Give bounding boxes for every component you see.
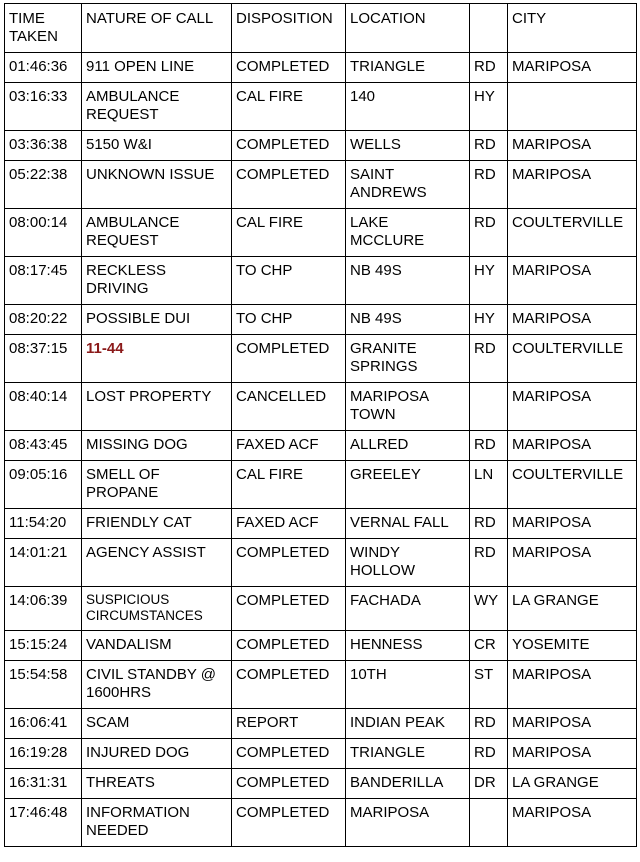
city-cell: MARIPOSA bbox=[508, 305, 637, 335]
disposition-cell: COMPLETED bbox=[232, 53, 346, 83]
disposition-cell: REPORT bbox=[232, 709, 346, 739]
city-cell: YOSEMITE bbox=[508, 631, 637, 661]
nature-cell: CIVIL STANDBY @ 1600HRS bbox=[82, 661, 232, 709]
table-row bbox=[5, 335, 637, 383]
city-cell: MARIPOSA bbox=[508, 257, 637, 305]
city-cell: LA GRANGE bbox=[508, 769, 637, 799]
time-cell: 08:20:22 bbox=[5, 305, 82, 335]
time-cell: 15:54:58 bbox=[5, 661, 82, 709]
table-row bbox=[5, 383, 637, 431]
nature-cell: RECKLESS DRIVING bbox=[82, 257, 232, 305]
disposition-cell: TO CHP bbox=[232, 305, 346, 335]
street-type-cell: RD bbox=[470, 709, 508, 739]
header-disposition: DISPOSITION bbox=[232, 4, 346, 53]
city-cell: MARIPOSA bbox=[508, 661, 637, 709]
location-cell: NB 49S bbox=[346, 305, 470, 335]
disposition-cell: CANCELLED bbox=[232, 383, 346, 431]
table-row bbox=[5, 305, 637, 335]
time-cell: 01:46:36 bbox=[5, 53, 82, 83]
time-cell: 14:06:39 bbox=[5, 587, 82, 631]
table-row bbox=[5, 539, 637, 587]
table-row bbox=[5, 631, 637, 661]
nature-cell: VANDALISM bbox=[82, 631, 232, 661]
time-cell: 09:05:16 bbox=[5, 461, 82, 509]
disposition-cell: COMPLETED bbox=[232, 799, 346, 847]
street-type-cell bbox=[470, 799, 508, 847]
nature-cell: 11-44 bbox=[82, 335, 232, 383]
table-row bbox=[5, 587, 637, 631]
street-type-cell: HY bbox=[470, 83, 508, 131]
time-cell: 08:17:45 bbox=[5, 257, 82, 305]
disposition-cell: COMPLETED bbox=[232, 335, 346, 383]
street-type-cell bbox=[470, 383, 508, 431]
city-cell: LA GRANGE bbox=[508, 587, 637, 631]
city-cell: MARIPOSA bbox=[508, 509, 637, 539]
disposition-cell: TO CHP bbox=[232, 257, 346, 305]
disposition-cell: FAXED ACF bbox=[232, 509, 346, 539]
location-cell: ALLRED bbox=[346, 431, 470, 461]
table-row bbox=[5, 209, 637, 257]
table-row bbox=[5, 161, 637, 209]
table-row bbox=[5, 709, 637, 739]
disposition-cell: CAL FIRE bbox=[232, 461, 346, 509]
disposition-cell: COMPLETED bbox=[232, 631, 346, 661]
city-cell: MARIPOSA bbox=[508, 131, 637, 161]
nature-cell: SUSPICIOUS CIRCUMSTANCES bbox=[82, 587, 232, 631]
street-type-cell: ST bbox=[470, 661, 508, 709]
time-cell: 05:22:38 bbox=[5, 161, 82, 209]
table-row bbox=[5, 769, 637, 799]
city-cell bbox=[508, 83, 637, 131]
nature-cell: INJURED DOG bbox=[82, 739, 232, 769]
city-cell: MARIPOSA bbox=[508, 53, 637, 83]
table-row bbox=[5, 509, 637, 539]
disposition-cell: COMPLETED bbox=[232, 661, 346, 709]
table-row bbox=[5, 431, 637, 461]
location-cell: WINDY HOLLOW bbox=[346, 539, 470, 587]
location-cell: LAKE MCCLURE bbox=[346, 209, 470, 257]
disposition-cell: COMPLETED bbox=[232, 769, 346, 799]
street-type-cell: RD bbox=[470, 335, 508, 383]
city-cell: MARIPOSA bbox=[508, 539, 637, 587]
street-type-cell: RD bbox=[470, 509, 508, 539]
street-type-cell: HY bbox=[470, 257, 508, 305]
nature-cell: AMBULANCE REQUEST bbox=[82, 83, 232, 131]
disposition-cell: FAXED ACF bbox=[232, 431, 346, 461]
street-type-cell: WY bbox=[470, 587, 508, 631]
street-type-cell: RD bbox=[470, 53, 508, 83]
header-street-type bbox=[470, 4, 508, 53]
table-row bbox=[5, 799, 637, 847]
table-row bbox=[5, 83, 637, 131]
time-cell: 03:36:38 bbox=[5, 131, 82, 161]
city-cell: MARIPOSA bbox=[508, 739, 637, 769]
disposition-cell: CAL FIRE bbox=[232, 209, 346, 257]
location-cell: 140 bbox=[346, 83, 470, 131]
time-cell: 16:06:41 bbox=[5, 709, 82, 739]
street-type-cell: RD bbox=[470, 209, 508, 257]
city-cell: MARIPOSA bbox=[508, 161, 637, 209]
header-time-taken: TIME TAKEN bbox=[5, 4, 82, 53]
city-cell: MARIPOSA bbox=[508, 383, 637, 431]
header-row bbox=[5, 4, 637, 53]
time-cell: 03:16:33 bbox=[5, 83, 82, 131]
time-cell: 15:15:24 bbox=[5, 631, 82, 661]
street-type-cell: RD bbox=[470, 431, 508, 461]
street-type-cell: CR bbox=[470, 631, 508, 661]
street-type-cell: RD bbox=[470, 739, 508, 769]
street-type-cell: LN bbox=[470, 461, 508, 509]
location-cell: MARIPOSA TOWN bbox=[346, 383, 470, 431]
location-cell: INDIAN PEAK bbox=[346, 709, 470, 739]
nature-cell: POSSIBLE DUI bbox=[82, 305, 232, 335]
nature-cell: UNKNOWN ISSUE bbox=[82, 161, 232, 209]
nature-cell: SCAM bbox=[82, 709, 232, 739]
disposition-cell: COMPLETED bbox=[232, 161, 346, 209]
nature-cell: 911 OPEN LINE bbox=[82, 53, 232, 83]
city-cell: MARIPOSA bbox=[508, 799, 637, 847]
city-cell: MARIPOSA bbox=[508, 709, 637, 739]
location-cell: MARIPOSA bbox=[346, 799, 470, 847]
nature-cell: FRIENDLY CAT bbox=[82, 509, 232, 539]
time-cell: 17:46:48 bbox=[5, 799, 82, 847]
table-row bbox=[5, 661, 637, 709]
nature-cell: AGENCY ASSIST bbox=[82, 539, 232, 587]
location-cell: VERNAL FALL bbox=[346, 509, 470, 539]
time-cell: 08:43:45 bbox=[5, 431, 82, 461]
nature-cell: INFORMATION NEEDED bbox=[82, 799, 232, 847]
location-cell: TRIANGLE bbox=[346, 53, 470, 83]
location-cell: BANDERILLA bbox=[346, 769, 470, 799]
call-log-table bbox=[4, 3, 637, 847]
location-cell: GRANITE SPRINGS bbox=[346, 335, 470, 383]
nature-cell: 5150 W&I bbox=[82, 131, 232, 161]
time-cell: 16:19:28 bbox=[5, 739, 82, 769]
street-type-cell: RD bbox=[470, 161, 508, 209]
street-type-cell: DR bbox=[470, 769, 508, 799]
street-type-cell: HY bbox=[470, 305, 508, 335]
disposition-cell: COMPLETED bbox=[232, 539, 346, 587]
time-cell: 16:31:31 bbox=[5, 769, 82, 799]
disposition-cell: COMPLETED bbox=[232, 587, 346, 631]
header-location: LOCATION bbox=[346, 4, 470, 53]
nature-cell: SMELL OF PROPANE bbox=[82, 461, 232, 509]
table-row bbox=[5, 53, 637, 83]
time-cell: 08:00:14 bbox=[5, 209, 82, 257]
city-cell: COULTERVILLE bbox=[508, 461, 637, 509]
header-nature-of-call: NATURE OF CALL bbox=[82, 4, 232, 53]
location-cell: WELLS bbox=[346, 131, 470, 161]
location-cell: HENNESS bbox=[346, 631, 470, 661]
time-cell: 14:01:21 bbox=[5, 539, 82, 587]
street-type-cell: RD bbox=[470, 131, 508, 161]
nature-cell: LOST PROPERTY bbox=[82, 383, 232, 431]
table-row bbox=[5, 257, 637, 305]
disposition-cell: COMPLETED bbox=[232, 739, 346, 769]
time-cell: 08:37:15 bbox=[5, 335, 82, 383]
disposition-cell: COMPLETED bbox=[232, 131, 346, 161]
location-cell: SAINT ANDREWS bbox=[346, 161, 470, 209]
location-cell: GREELEY bbox=[346, 461, 470, 509]
time-cell: 08:40:14 bbox=[5, 383, 82, 431]
disposition-cell: CAL FIRE bbox=[232, 83, 346, 131]
location-cell: NB 49S bbox=[346, 257, 470, 305]
nature-cell: MISSING DOG bbox=[82, 431, 232, 461]
table-row bbox=[5, 739, 637, 769]
location-cell: FACHADA bbox=[346, 587, 470, 631]
location-cell: 10TH bbox=[346, 661, 470, 709]
city-cell: COULTERVILLE bbox=[508, 335, 637, 383]
city-cell: MARIPOSA bbox=[508, 431, 637, 461]
city-cell: COULTERVILLE bbox=[508, 209, 637, 257]
time-cell: 11:54:20 bbox=[5, 509, 82, 539]
street-type-cell: RD bbox=[470, 539, 508, 587]
location-cell: TRIANGLE bbox=[346, 739, 470, 769]
nature-cell: THREATS bbox=[82, 769, 232, 799]
table-row bbox=[5, 131, 637, 161]
header-city: CITY bbox=[508, 4, 637, 53]
nature-cell: AMBULANCE REQUEST bbox=[82, 209, 232, 257]
table-row bbox=[5, 461, 637, 509]
